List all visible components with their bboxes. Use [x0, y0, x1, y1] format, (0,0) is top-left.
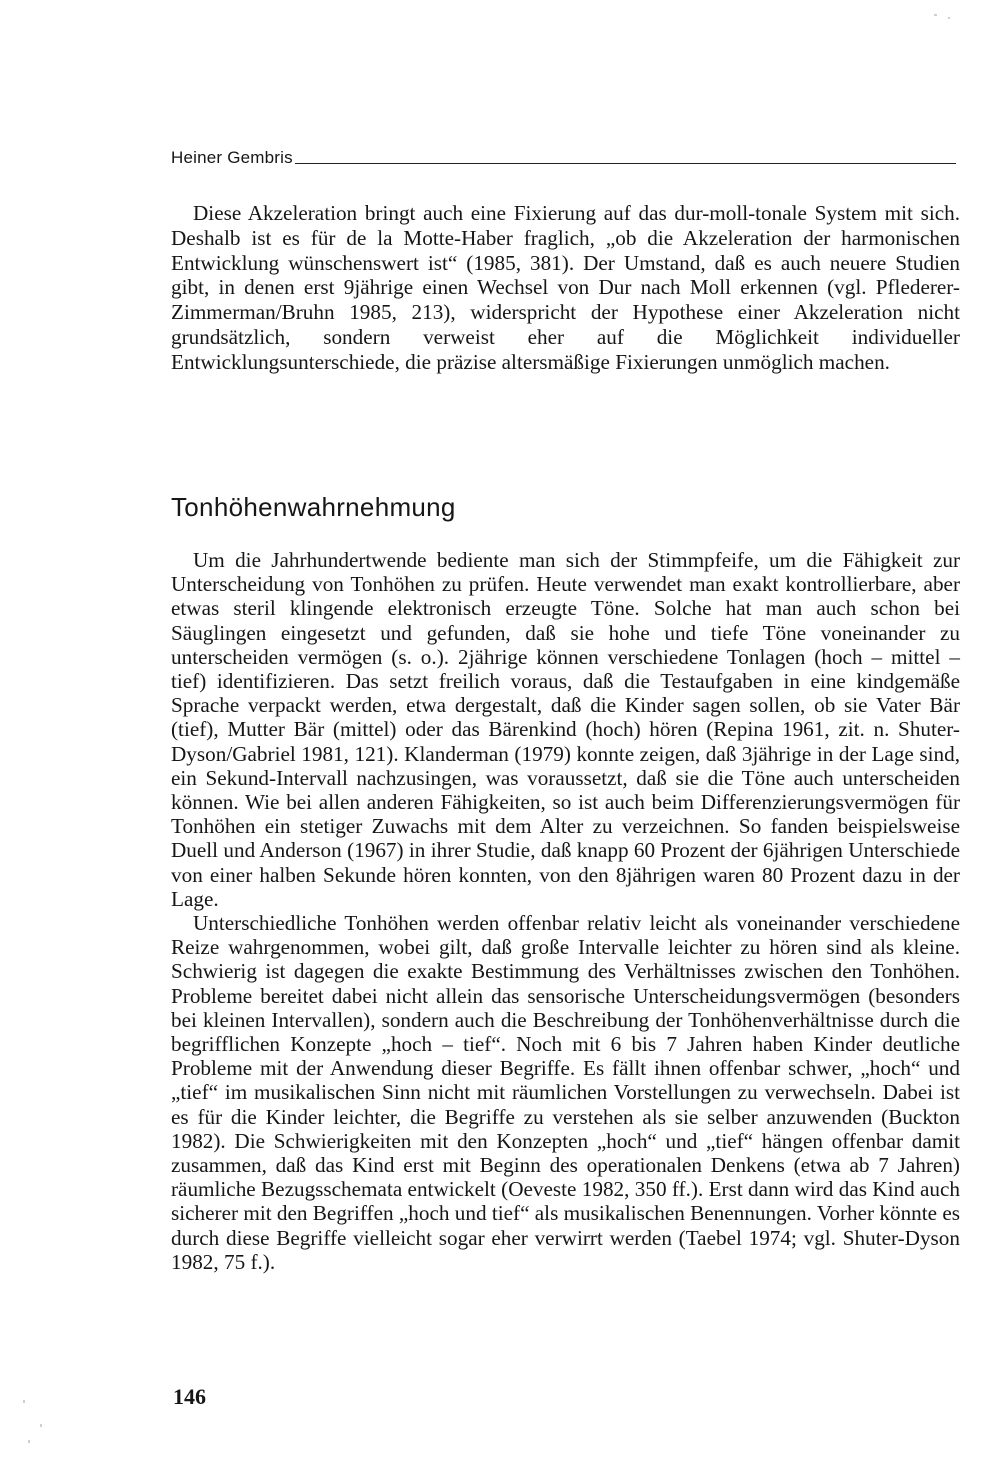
section-paragraph-2: Unterschiedliche Tonhöhen werden offenbar relativ leicht als voneinander verschiedene Reize wahrgenommen, wobei gilt, daß große Intervalle leichter zu hören sind als kleine. Schwierig ist dagegen die exakte Bestimmung des Verhältnisses zwischen den Tonhöhen. Probleme bereitet dabei nicht allein das sensorische Unterscheidungsvermögen (besonders bei kleinen Intervallen), sondern auch die Beschreibung der Tonhöhenverhältnisse durch die begrifflichen Konzepte „hoch – tief“. Noch mit 6 bis 7 Jahren haben Kinder deutliche Probleme mit der Anwendung dieser Begriffe. Es fällt ihnen offenbar schwer, „hoch“ und „tief“ im musikalischen Sinn nicht mit räumlichen Vorstellungen zu verwechseln. Dabei ist es für die Kinder leichter, die Begriffe zu verstehen als sie selber anzuwenden (Buckton 1982). Die Schwierigkeiten mit den Konzepten „hoch“ und „tief“ hängen offenbar damit zusammen, daß das Kind erst mit Beginn des operationalen Denkens (etwa ab 7 Jahren) räumliche Bezugsschemata entwickelt (Oeveste 1982, 350 ff.). Erst dann wird das Kind auch sicherer mit den Begriffen „hoch und tief“ als musikalischen Benennungen. Vorher könnte es durch diese Begriffe vielleicht sogar eher verwirrt werden (Taebel 1974; vgl. Shuter-Dyson 1982, 75 f.). — [171, 911, 961, 1274]
section-heading: Tonhöhenwahrnehmung — [171, 492, 456, 522]
page-number: 146 — [173, 1384, 206, 1409]
scan-speck — [23, 1400, 25, 1403]
running-head — [171, 143, 956, 167]
section-body — [171, 548, 960, 1274]
scan-speck — [934, 14, 937, 16]
running-head-rule — [295, 163, 956, 164]
scan-speck — [40, 1424, 42, 1427]
scan-speck — [948, 17, 950, 19]
section-paragraph-1: Um die Jahrhundertwende bediente man sich der Stimmpfeife, um die Fähigkeit zur Unterscheidung von Tonhöhen zu prüfen. Heute verwendet man exakt kontrollierbare, aber etwas steril klingende elektronisch erzeugte Töne. Solche hat man auch schon bei Säuglingen eingesetzt und gefunden, daß sie hohe und tiefe Töne voneinander zu unterscheiden vermögen (s. o.). 2jährige können verschiedene Tonlagen (hoch – mittel – tief) identifizieren. Das setzt freilich voraus, daß die Testaufgaben in eine kindgemäße Sprache verpackt werden, etwa dergestalt, daß die Kinder sagen sollen, ob sie Vater Bär (tief), Mutter Bär (mittel) oder das Bärenkind (hoch) hören (Repina 1961, zit. n. Shuter-Dyson/Gabriel 1981, 121). Klanderman (1979) konnte zeigen, daß 3jährige in der Lage sind, ein Sekund-Intervall nachzusingen, was voraussetzt, daß sie die Töne auch unterscheiden können. Wie bei allen anderen Fähigkeiten, so ist auch beim Differenzierungsvermögen für Tonhöhen ein stetiger Zuwachs mit dem Alter zu verzeichnen. So fanden beispielsweise Duell und Anderson (1967) in ihrer Studie, daß knapp 60 Prozent der 6jährigen Unterschiede von einer halben Sekunde hören konnten, von den 8jährigen waren 80 Prozent dazu in der Lage. — [171, 548, 960, 911]
running-head-author: Heiner Gembris — [171, 148, 293, 167]
intro-paragraph: Diese Akzeleration bringt auch eine Fixierung auf das dur-moll-tonale System mit sich. Deshalb ist es für de la Motte-Haber fraglich, „ob die Akzeleration der harmonischen Entwicklung wünschenswert ist“ (1985, 381). Der Umstand, daß es auch neuere Studien gibt, in denen erst 9jährige einen Wechsel von Dur nach Moll erkennen (vgl. Pflederer-Zimmerman/Bruhn 1985, 213), widerspricht der Hypothese einer Akzeleration nicht grundsätzlich, sondern verweist eher auf die Möglichkeit individueller Entwicklungsunterschiede, die präzise altersmäßige Fixierungen unmöglich machen. — [171, 201, 960, 374]
intro-paragraph-block — [171, 201, 960, 375]
scan-speck — [28, 1440, 30, 1443]
